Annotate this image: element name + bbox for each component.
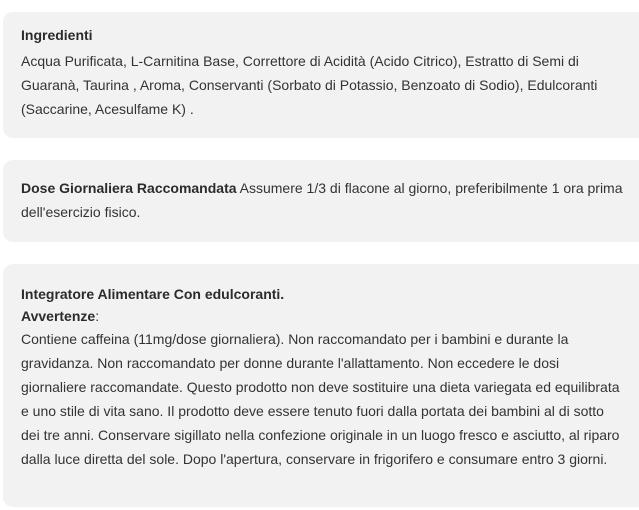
warnings-label-suffix: : bbox=[95, 308, 100, 324]
dose-label: Dose Giornaliera Raccomandata bbox=[21, 180, 237, 196]
warnings-label: Avvertenze bbox=[21, 308, 96, 324]
dose-paragraph bbox=[21, 176, 626, 224]
warnings-label-line bbox=[21, 304, 99, 328]
warnings-title: Integratore Alimentare Con edulcoranti. bbox=[21, 286, 285, 302]
ingredients-text: Acqua Purificata, L-Carnitina Base, Correttore di Acidità (Acido Citrico), Estratto di Semi di Guaranà, Taurina , Aroma, Conservanti (Sorbato di Potassio, Benzoato di Sodio), Edulcoranti (Saccarine, Acesulfame K) . bbox=[21, 53, 598, 117]
dose-card bbox=[3, 160, 639, 242]
dose-text: Assumere 1/3 di flacone al giorno, preferibilmente 1 ora prima dell'esercizio fisico. bbox=[21, 180, 623, 220]
ingredients-card bbox=[3, 12, 639, 138]
warnings-text: Contiene caffeina (11mg/dose giornaliera). Non raccomandato per i bambini e durante la gravidanza. Non raccomandato per donne durante l'allattamento. Non eccedere le dosi giornaliere raccomandate. Questo prodotto non deve sostituire una dieta variegata ed equilibrata e uno stile di vita sano. Il prodotto deve essere tenuto fuori dalla portata dei bambini al di sotto dei tre anni. Conservare sigillato nella confezione originale in un luogo fresco e asciutto, al riparo dalla luce diretta del sole. Dopo l'apertura, conservare in frigorifero e consumare entro 3 giorni. bbox=[21, 331, 620, 467]
warnings-card bbox=[3, 264, 639, 507]
ingredients-heading: Ingredienti bbox=[21, 27, 93, 43]
